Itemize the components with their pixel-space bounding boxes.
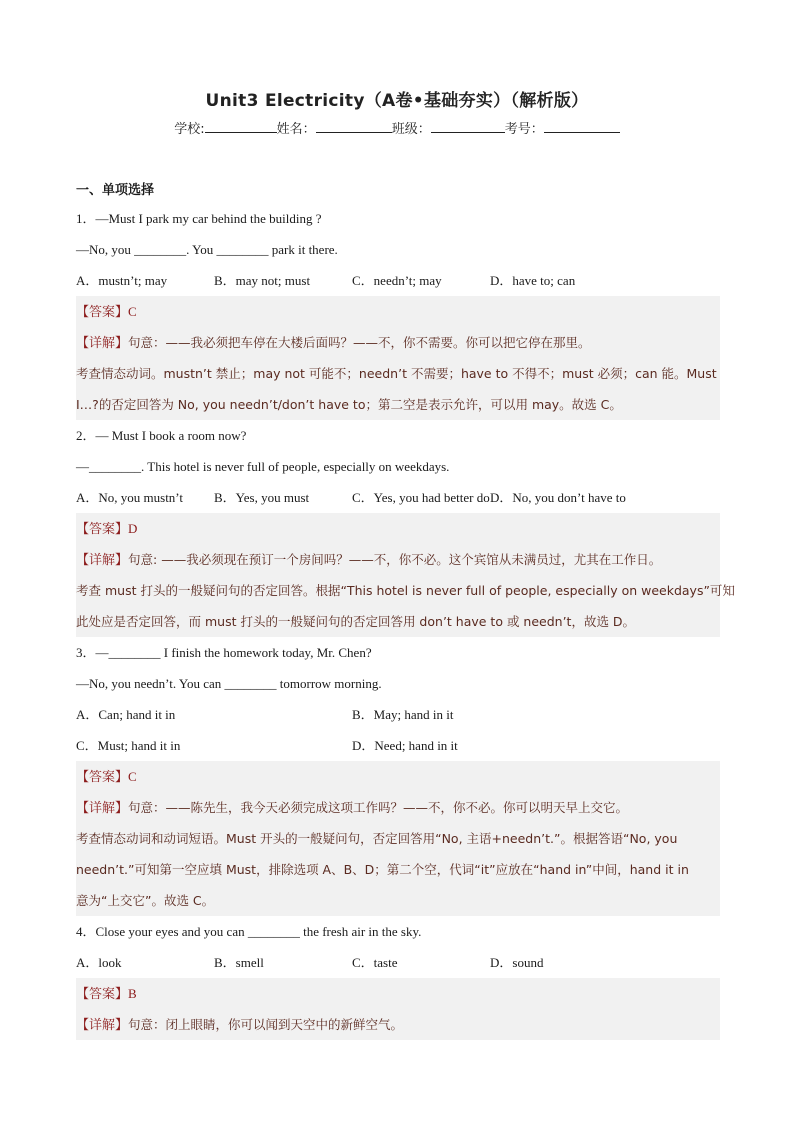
detail-text: I…?的否定回答为 No, you needn’t/don’t have to；第二空是表示允许，可以用 may。故选 C。 <box>76 397 622 412</box>
question-1 <box>76 203 720 420</box>
name-label: 姓名： <box>276 122 316 137</box>
detail-text: 考查情态动词。mustn’t 禁止；may not 可能不；needn’t 不需要；have to 不得不；must 必须；can 能。Must <box>76 366 717 381</box>
option-d: D．have to; can <box>490 273 576 288</box>
question-3 <box>76 637 720 916</box>
detail-text: 句意：——我必须把车停在大楼后面吗？——不，你不需要。你可以把它停在那里。 <box>128 335 591 350</box>
option-d: D．No, you don’t have to <box>490 490 626 505</box>
detail-text: needn’t.”可知第一空应填 Must，排除选项 A、B、D；第二个空，代词“it”应放在“hand in”中间，hand it in <box>76 862 689 877</box>
option-c: C．needn’t; may <box>352 273 442 288</box>
option-b: B．smell <box>214 955 264 970</box>
option-b: B．May; hand in it <box>352 707 454 722</box>
detail-text: 句意：闭上眼睛，你可以闻到天空中的新鲜空气。 <box>128 1017 404 1032</box>
option-a: A．Can; hand it in <box>76 707 176 722</box>
answer-block <box>76 978 720 1040</box>
detail-text: 考查 must 打头的一般疑问句的否定回答。根据“This hotel is never full of people, especially on weekdays”可知 <box>76 583 735 598</box>
page-title: Unit3 Electricity（A卷•基础夯实）（解析版） <box>205 91 589 111</box>
options-row <box>76 699 720 730</box>
options-row <box>76 482 720 513</box>
answer-label: 【答案】 <box>76 987 129 1002</box>
detail-label: 【详解】 <box>76 801 129 816</box>
student-info-line <box>0 118 794 137</box>
class-blank <box>431 120 505 133</box>
detail-label: 【详解】 <box>76 553 129 568</box>
question-stem: 4．Close your eyes and you can ________ the fresh air in the sky. <box>76 924 422 939</box>
answer-block <box>76 761 720 916</box>
answer-label: 【答案】 <box>76 305 129 320</box>
options-row <box>76 947 720 978</box>
answer-value: D <box>128 521 138 536</box>
question-4 <box>76 916 720 1040</box>
detail-text: 句意：——陈先生，我今天必须完成这项工作吗？——不，你不必。你可以明天早上交它。 <box>128 800 629 815</box>
option-c: C．taste <box>352 955 398 970</box>
option-d: D．sound <box>490 955 544 970</box>
name-blank <box>316 120 392 133</box>
option-c: C．Must; hand it in <box>76 738 181 753</box>
detail-text: 句意: ——我必须现在预订一个房间吗？——不，你不必。这个宾馆从未满员过，尤其在工作日。 <box>128 552 662 567</box>
question-stem: —________. This hotel is never full of people, especially on weekdays. <box>76 459 450 474</box>
option-a: A．mustn’t; may <box>76 273 168 288</box>
option-d: D．Need; hand in it <box>352 738 458 753</box>
exam-no-label: 考号： <box>504 122 544 137</box>
answer-value: B <box>128 986 137 1001</box>
question-stem: 1．—Must I park my car behind the building ? <box>76 211 322 226</box>
answer-value: C <box>128 304 137 319</box>
detail-label: 【详解】 <box>76 336 129 351</box>
question-stem: —No, you ________. You ________ park it there. <box>76 242 338 257</box>
answer-value: C <box>128 769 137 784</box>
options-row <box>76 730 720 761</box>
answer-block <box>76 513 735 637</box>
answer-label: 【答案】 <box>76 770 129 785</box>
section-title: 一、单项选择 <box>76 183 155 198</box>
exam-no-blank <box>544 120 620 133</box>
option-b: B．Yes, you must <box>214 490 310 505</box>
answer-block <box>76 296 720 420</box>
detail-text: 意为“上交它”。故选 C。 <box>76 893 215 908</box>
question-stem: —No, you needn’t. You can ________ tomorrow morning. <box>76 676 382 691</box>
option-a: A．look <box>76 955 122 970</box>
main-content <box>76 178 735 1040</box>
detail-text: 此处应是否定回答，而 must 打头的一般疑问句的否定回答用 don’t have to 或 needn’t，故选 D。 <box>76 614 636 629</box>
question-stem: 3．—________ I finish the homework today, Mr. Chen? <box>76 645 372 660</box>
option-b: B．may not; must <box>214 273 311 288</box>
class-label: 班级： <box>391 122 431 137</box>
question-stem: 2．— Must I book a room now? <box>76 428 247 443</box>
answer-label: 【答案】 <box>76 522 129 537</box>
school-blank <box>205 120 277 133</box>
detail-label: 【详解】 <box>76 1018 129 1033</box>
option-c: C．Yes, you had better do <box>352 490 490 505</box>
question-2 <box>76 420 735 637</box>
option-a: A．No, you mustn’t <box>76 490 184 505</box>
detail-text: 考查情态动词和动词短语。Must 开头的一般疑问句，否定回答用“No, 主语+needn’t.”。根据答语“No, you <box>76 831 678 846</box>
options-row <box>76 265 720 296</box>
school-label: 学校: <box>174 122 205 137</box>
